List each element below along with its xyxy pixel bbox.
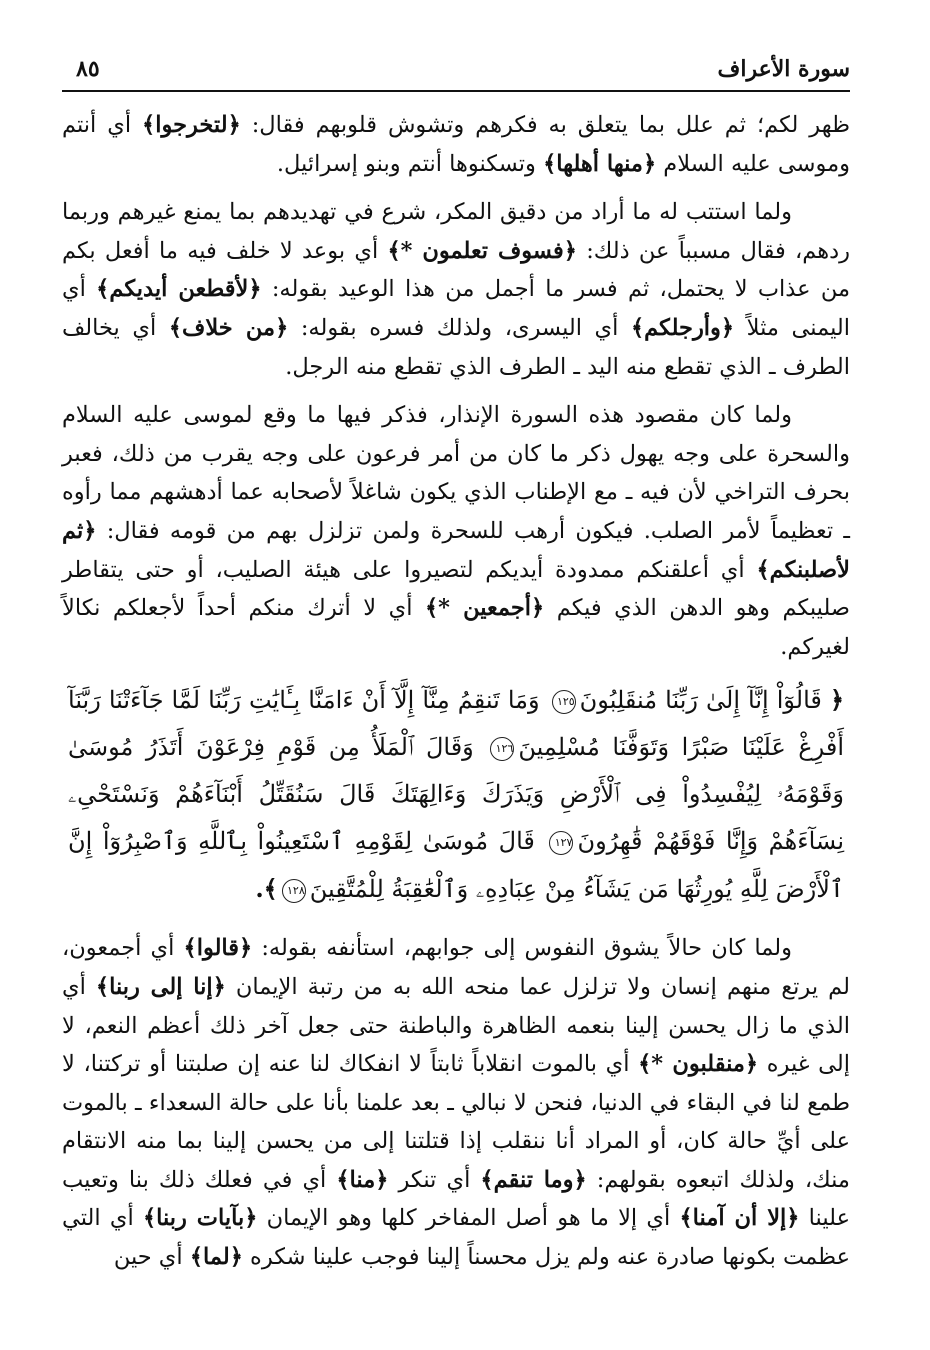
verse-125-text: قَالُوٓاْ إِنَّآ إِلَىٰ رَبِّنَا مُنقَلِبُونَ: [579, 686, 822, 715]
text-run: ظهر لكم؛ ثم علل بما يتعلق به فكرهم وتشوش قلوبهم فقال:: [240, 112, 851, 138]
quran-quote: ﴿قالوا﴾: [183, 935, 253, 962]
quran-quote: ﴿ثم لأصلبنكم﴾: [62, 517, 850, 583]
paragraph-3: [62, 396, 850, 666]
paragraph-4: [62, 929, 850, 1276]
text-run: ولما استتب له ما أراد من دقيق المكر، شرع في تهديدهم بما يمنع غيرهم وربما ردهم، فقال مسبباً عن ذلك:: [62, 199, 851, 264]
quran-quote: ﴿وما تنقم﴾: [480, 1166, 587, 1193]
quran-quote: ﴿إنا إلى ربنا﴾: [95, 973, 226, 1000]
surah-title: سورة الأعراف: [717, 56, 850, 82]
running-head: [62, 52, 850, 92]
page: [62, 52, 850, 1287]
quran-quote: ﴿أجمعين *﴾: [424, 595, 545, 622]
text-run: أي أنتم وموسى عليه السلام: [62, 112, 850, 177]
quran-verses-block: [62, 676, 850, 913]
text-run: أي التي عظمت بكونها صادرة عنه ولم يزل محسناً إلينا فوجب علينا شكره: [62, 1205, 850, 1271]
text-run: ولما كان حالاً يشوق النفوس إلى جوابهم، استأنفه بقوله:: [252, 935, 792, 962]
verse-number-125: ١٢٥: [552, 690, 576, 714]
ornate-open-bracket: ﴿: [829, 685, 844, 715]
quran-quote: ﴿بآيات ربنا﴾: [142, 1205, 258, 1232]
verse-127-text: وَقَالَ ٱلْمَلَأُ مِن قَوْمِ فِرْعَوْنَ أَتَذَرُ مُوسَىٰ وَقَوْمَهُۥ لِيُفْسِدُواْ فِى ٱلْأَرْضِ وَيَذَرَكَ وَءَالِهَتَكَ قَالَ سَنُقَتِّلُ أَبْنَآءَهُمْ وَنَسْتَحْىِۦ نِسَآءَهُمْ وَإِنَّا فَوْقَهُمْ قَٰهِرُونَ: [68, 733, 844, 856]
text-run: أي الذي ما زال يحسن إلينا بنعمه الظاهرة والباطنة حتى جعل آخر ذلك أعظم النعم، لا إلى غيره: [62, 973, 850, 1078]
page-content: [62, 106, 850, 1277]
verse-128-text: قَالَ مُوسَىٰ لِقَوْمِهِ ٱسْتَعِينُواْ بِٱللَّهِ وَٱصْبِرُوٓاْ إِنَّ ٱلْأَرْضَ لِلَّهِ يُورِثُهَا مَن يَشَآءُ مِنْ عِبَادِهِۦ وَٱلْعَٰقِبَةُ لِلْمُتَّقِينَ: [68, 827, 844, 904]
verse-126-text: وَمَا تَنقِمُ مِنَّآ إِلَّآ أَنْ ءَامَنَّا بِـَٔايَٰتِ رَبِّنَا لَمَّا جَآءَتْنَا رَبَّنَآ أَفْرِغْ عَلَيْنَا صَبْرًا وَتَوَفَّنَا مُسْلِمِينَ: [68, 686, 844, 762]
text-run: أي أعلقنكم ممدودة أيديكم لتصيروا على هيئة الصليب، أو حتى يتقاطر صليبكم وهو الدهن الذي فيكم: [62, 556, 851, 622]
quran-quote: ﴿لتخرجوا﴾: [142, 112, 241, 138]
quran-quote: ﴿منقلبون *﴾: [638, 1051, 759, 1078]
quran-quote: ﴿وأرجلكم﴾: [631, 314, 735, 341]
text-run: أي اليمنى مثلاً: [62, 276, 850, 341]
text-run: وتسكنوها أنتم وبنو إسرائيل.: [276, 150, 544, 177]
text-run: أي بالموت انقلاباً ثابتاً لا انفكاك لنا عنه إن صلبتنا أو تركتنا، لا طمع لنا في البقاء في الدنيا، فنحن لا نبالي ـ بعد علمنا بأنا على حالة السعداء ـ بالموت على أيِّ حالة كان، أو المراد أنا ننقلب إذا قتلتنا إلى من يحسن إلينا بما منه الانتقام منك، ولذلك اتبعوه بقولهم:: [62, 1051, 850, 1193]
quran-quote: ﴿فسوف تعلمون *﴾: [387, 237, 577, 264]
verse-number-127: ١٢٧: [549, 831, 573, 855]
verse-number-126: ١٢٦: [490, 737, 514, 761]
quran-quote: ﴿منا﴾: [336, 1166, 389, 1193]
paragraph-1: [62, 106, 850, 183]
ornate-close-bracket: ﴾.: [255, 874, 278, 904]
quran-quote: ﴿لأقطعن أيديكم﴾: [96, 276, 262, 303]
text-run: ولما كان مقصود هذه السورة الإنذار، فذكر فيها ما وقع لموسى عليه السلام والسحرة على وجه يهول ذكر ما كان من أمر فرعون على وجه يقرب من ذلك، فعبر بحرف التراخي لأن فيه ـ مع الإطناب الذي يكون شاغلاً لأصحابه عما أدهشهم مما رأوه ـ تعظيماً لأمر الصلب. فيكون أرهب للسحرة ولمن تزلزل بهم من قومه فقال:: [62, 402, 850, 544]
text-run: أي في فعلك ذلك بنا وتعيب علينا: [62, 1166, 850, 1232]
page-number: ٨٥: [76, 56, 100, 82]
text-run: أي إلا ما هو أصل المفاخر كلها وهو الإيمان: [257, 1205, 680, 1232]
text-run: أي يخالف الطرف ـ الذي تقطع منه اليد ـ الطرف الذي تقطع منه الرجل.: [62, 314, 850, 380]
quran-quote: ﴿من خلاف﴾: [168, 314, 289, 341]
text-run: أي لا أترك منكم أحداً لأجعلكم نكالاً لغيركم.: [62, 595, 850, 660]
text-run: أي بوعد لا خلف فيه ما أفعل بكم من عذاب لا يحتمل، ثم فسر ما أجمل من هذا الوعيد بقوله:: [62, 237, 850, 303]
verse-number-128: ١٢٨: [282, 879, 306, 903]
text-run: أي حين: [113, 1244, 190, 1271]
quran-quote: ﴿إلا أن آمنا﴾: [679, 1205, 800, 1232]
quran-quote: ﴿منها أهلها﴾: [543, 150, 657, 177]
quran-quote: ﴿لما﴾: [189, 1244, 243, 1271]
text-run: أي اليسرى، ولذلك فسره بقوله:: [288, 314, 631, 341]
text-run: أي أجمعون، لم يرتع منهم إنسان ولا تزلزل عما منحه الله به من رتبة الإيمان: [62, 935, 850, 1000]
paragraph-2: [62, 193, 850, 386]
text-run: أي تنكر: [388, 1166, 481, 1193]
